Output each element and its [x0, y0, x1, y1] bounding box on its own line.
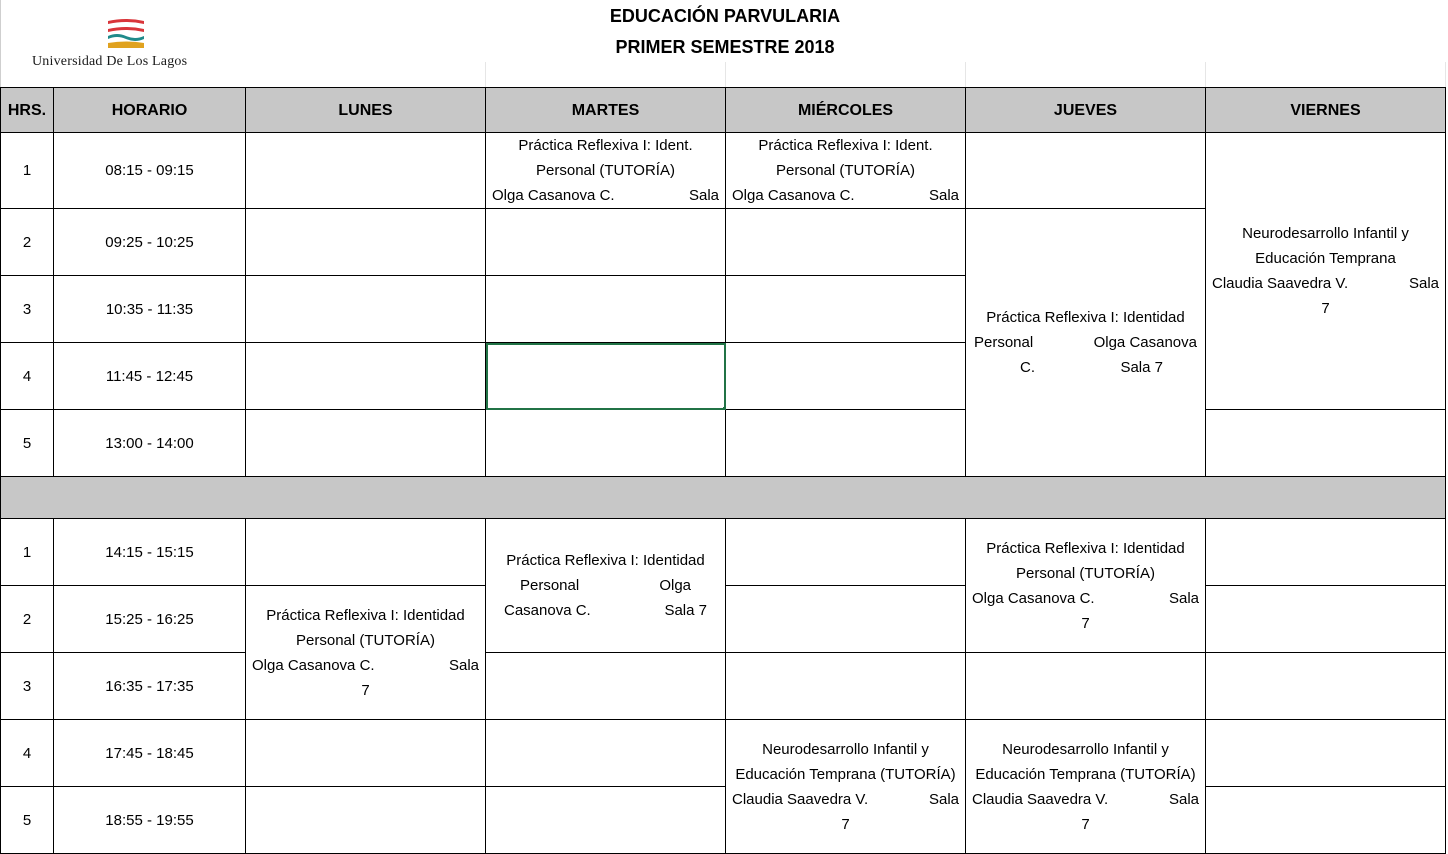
table-row	[1, 133, 1446, 209]
cell-miercoles[interactable]	[726, 276, 966, 343]
cell-miercoles[interactable]	[726, 209, 966, 276]
cell-lunes[interactable]	[246, 410, 486, 477]
room-number: 7	[1321, 300, 1330, 317]
course-line: Educación Temprana (TUTORÍA)	[735, 765, 956, 783]
course-line: Personal (TUTORÍA)	[1016, 564, 1155, 582]
course-line: Neurodesarrollo Infantil y	[1242, 225, 1409, 242]
cell-jueves[interactable]	[966, 653, 1206, 720]
hour-cell[interactable]: 3	[1, 653, 54, 720]
header-row	[1, 88, 1446, 133]
cell-martes[interactable]	[486, 410, 726, 477]
course-line: Práctica Reflexiva I: Identidad	[506, 552, 705, 569]
cell-martes[interactable]	[486, 653, 726, 720]
room: Sala	[1408, 275, 1439, 292]
room-number: 7	[1081, 815, 1090, 833]
hour-cell[interactable]: 2	[1, 209, 54, 276]
course-line: Personal (TUTORÍA)	[776, 162, 915, 179]
course-cell[interactable]	[1206, 133, 1446, 410]
course-line: Práctica Reflexiva I: Identidad	[266, 606, 465, 624]
cell-miercoles[interactable]	[726, 410, 966, 477]
lunch-separator-row	[1, 477, 1446, 519]
teacher: Olga Casanova C.	[732, 187, 855, 204]
page-subtitle: PRIMER SEMESTRE 2018	[615, 37, 835, 57]
teacher: Casanova C.	[504, 602, 591, 619]
hour-cell[interactable]: 4	[1, 343, 54, 410]
course-line: Educación Temprana (TUTORÍA)	[975, 765, 1196, 783]
room-number: 7	[361, 681, 370, 699]
room: Sala	[928, 187, 959, 204]
gridline	[965, 62, 966, 88]
course-cell[interactable]	[246, 586, 486, 720]
cell-martes[interactable]	[486, 209, 726, 276]
hour-cell[interactable]: 1	[1, 133, 54, 209]
course-line: Práctica Reflexiva I: Ident.	[518, 137, 693, 154]
teacher: Claudia Saavedra V.	[1212, 275, 1349, 292]
time-cell[interactable]: 18:55 - 19:55	[54, 787, 246, 854]
col-header-viernes[interactable]: VIERNES	[1206, 88, 1446, 133]
gridline	[1205, 62, 1206, 88]
col-header-martes[interactable]: MARTES	[486, 88, 726, 133]
table-row	[1, 653, 1446, 720]
time-cell[interactable]: 08:15 - 09:15	[54, 133, 246, 209]
schedule-table	[0, 87, 1446, 854]
university-logo	[0, 0, 245, 88]
course-cell[interactable]	[726, 720, 966, 854]
course-line: Educación Temprana	[1255, 250, 1396, 267]
cell-lunes[interactable]	[246, 343, 486, 410]
page-title: EDUCACIÓN PARVULARIA	[609, 6, 841, 26]
teacher: C.	[1020, 359, 1035, 376]
course-line: Neurodesarrollo Infantil y	[762, 740, 929, 758]
course-line: Personal	[974, 334, 1034, 351]
separator-cell[interactable]	[1, 477, 1446, 519]
hour-cell[interactable]: 5	[1, 410, 54, 477]
col-header-hrs[interactable]: HRS.	[1, 88, 54, 133]
cell-martes[interactable]	[486, 720, 726, 787]
course-cell[interactable]	[966, 720, 1206, 854]
room: Sala	[1168, 790, 1199, 808]
room-number: 7	[1081, 614, 1090, 632]
teacher: Olga Casanova C.	[972, 589, 1095, 607]
cell-viernes[interactable]	[1206, 720, 1446, 787]
teacher: Olga Casanova C.	[252, 656, 375, 674]
col-header-lunes[interactable]: LUNES	[246, 88, 486, 133]
cell-viernes[interactable]	[1206, 787, 1446, 854]
teacher: Claudia Saavedra V.	[732, 790, 869, 808]
room: Sala	[928, 790, 959, 808]
table-row	[1, 787, 1446, 854]
cell-martes[interactable]	[486, 787, 726, 854]
gridline	[725, 62, 726, 88]
room: Sala 7	[664, 602, 707, 619]
cell-lunes[interactable]	[246, 519, 486, 586]
teacher: Claudia Saavedra V.	[972, 790, 1109, 808]
course-line: Personal (TUTORÍA)	[536, 162, 675, 179]
cell-miercoles[interactable]	[726, 519, 966, 586]
cell-viernes[interactable]	[1206, 410, 1446, 477]
university-name: Universidad De Los Lagos	[32, 54, 188, 69]
course-cell[interactable]	[486, 519, 726, 653]
cell-lunes[interactable]	[246, 276, 486, 343]
cell-viernes[interactable]	[1206, 586, 1446, 653]
cell-viernes[interactable]	[1206, 653, 1446, 720]
time-cell[interactable]: 11:45 - 12:45	[54, 343, 246, 410]
course-cell[interactable]	[966, 209, 1206, 477]
course-line: Personal	[520, 577, 580, 594]
cell-lunes[interactable]	[246, 787, 486, 854]
col-header-miercoles[interactable]: MIÉRCOLES	[726, 88, 966, 133]
col-header-horario[interactable]: HORARIO	[54, 88, 246, 133]
course-line: Práctica Reflexiva I: Identidad	[986, 539, 1185, 557]
hour-cell[interactable]: 2	[1, 586, 54, 653]
cell-jueves[interactable]	[966, 133, 1206, 209]
gridline	[485, 62, 486, 88]
course-line: Práctica Reflexiva I: Identidad	[986, 309, 1185, 326]
col-header-jueves[interactable]: JUEVES	[966, 88, 1206, 133]
course-cell[interactable]	[486, 133, 726, 209]
time-cell[interactable]: 16:35 - 17:35	[54, 653, 246, 720]
hour-cell[interactable]: 4	[1, 720, 54, 787]
room: Sala	[688, 187, 719, 204]
room-number: 7	[841, 815, 850, 833]
course-line: Personal (TUTORÍA)	[296, 631, 435, 649]
table-row	[1, 720, 1446, 787]
cell-miercoles[interactable]	[726, 343, 966, 410]
cell-lunes[interactable]	[246, 720, 486, 787]
hour-cell[interactable]: 5	[1, 787, 54, 854]
time-cell[interactable]: 13:00 - 14:00	[54, 410, 246, 477]
university-stripes-logo-icon	[106, 17, 146, 49]
time-cell[interactable]: 17:45 - 18:45	[54, 720, 246, 787]
time-cell[interactable]: 09:25 - 10:25	[54, 209, 246, 276]
room: Sala 7	[1120, 359, 1163, 376]
teacher: Olga	[659, 577, 691, 594]
course-cell[interactable]	[966, 519, 1206, 653]
selected-cell[interactable]	[486, 343, 726, 410]
hour-cell[interactable]: 1	[1, 519, 54, 586]
hour-cell[interactable]: 3	[1, 276, 54, 343]
teacher: Olga Casanova C.	[492, 187, 615, 204]
course-line: Neurodesarrollo Infantil y	[1002, 740, 1169, 758]
time-cell[interactable]: 14:15 - 15:15	[54, 519, 246, 586]
time-cell[interactable]: 10:35 - 11:35	[54, 276, 246, 343]
time-cell[interactable]: 15:25 - 16:25	[54, 586, 246, 653]
cell-miercoles[interactable]	[726, 653, 966, 720]
teacher: Olga Casanova	[1093, 334, 1197, 351]
room: Sala	[1168, 589, 1199, 607]
cell-miercoles[interactable]	[726, 586, 966, 653]
cell-lunes[interactable]	[246, 133, 486, 209]
cell-viernes[interactable]	[1206, 519, 1446, 586]
cell-martes[interactable]	[486, 276, 726, 343]
table-row	[1, 410, 1446, 477]
room: Sala	[448, 656, 479, 674]
gridline	[1445, 62, 1446, 88]
table-row	[1, 519, 1446, 586]
course-line: Práctica Reflexiva I: Ident.	[758, 137, 933, 154]
course-cell[interactable]	[726, 133, 966, 209]
cell-lunes[interactable]	[246, 209, 486, 276]
